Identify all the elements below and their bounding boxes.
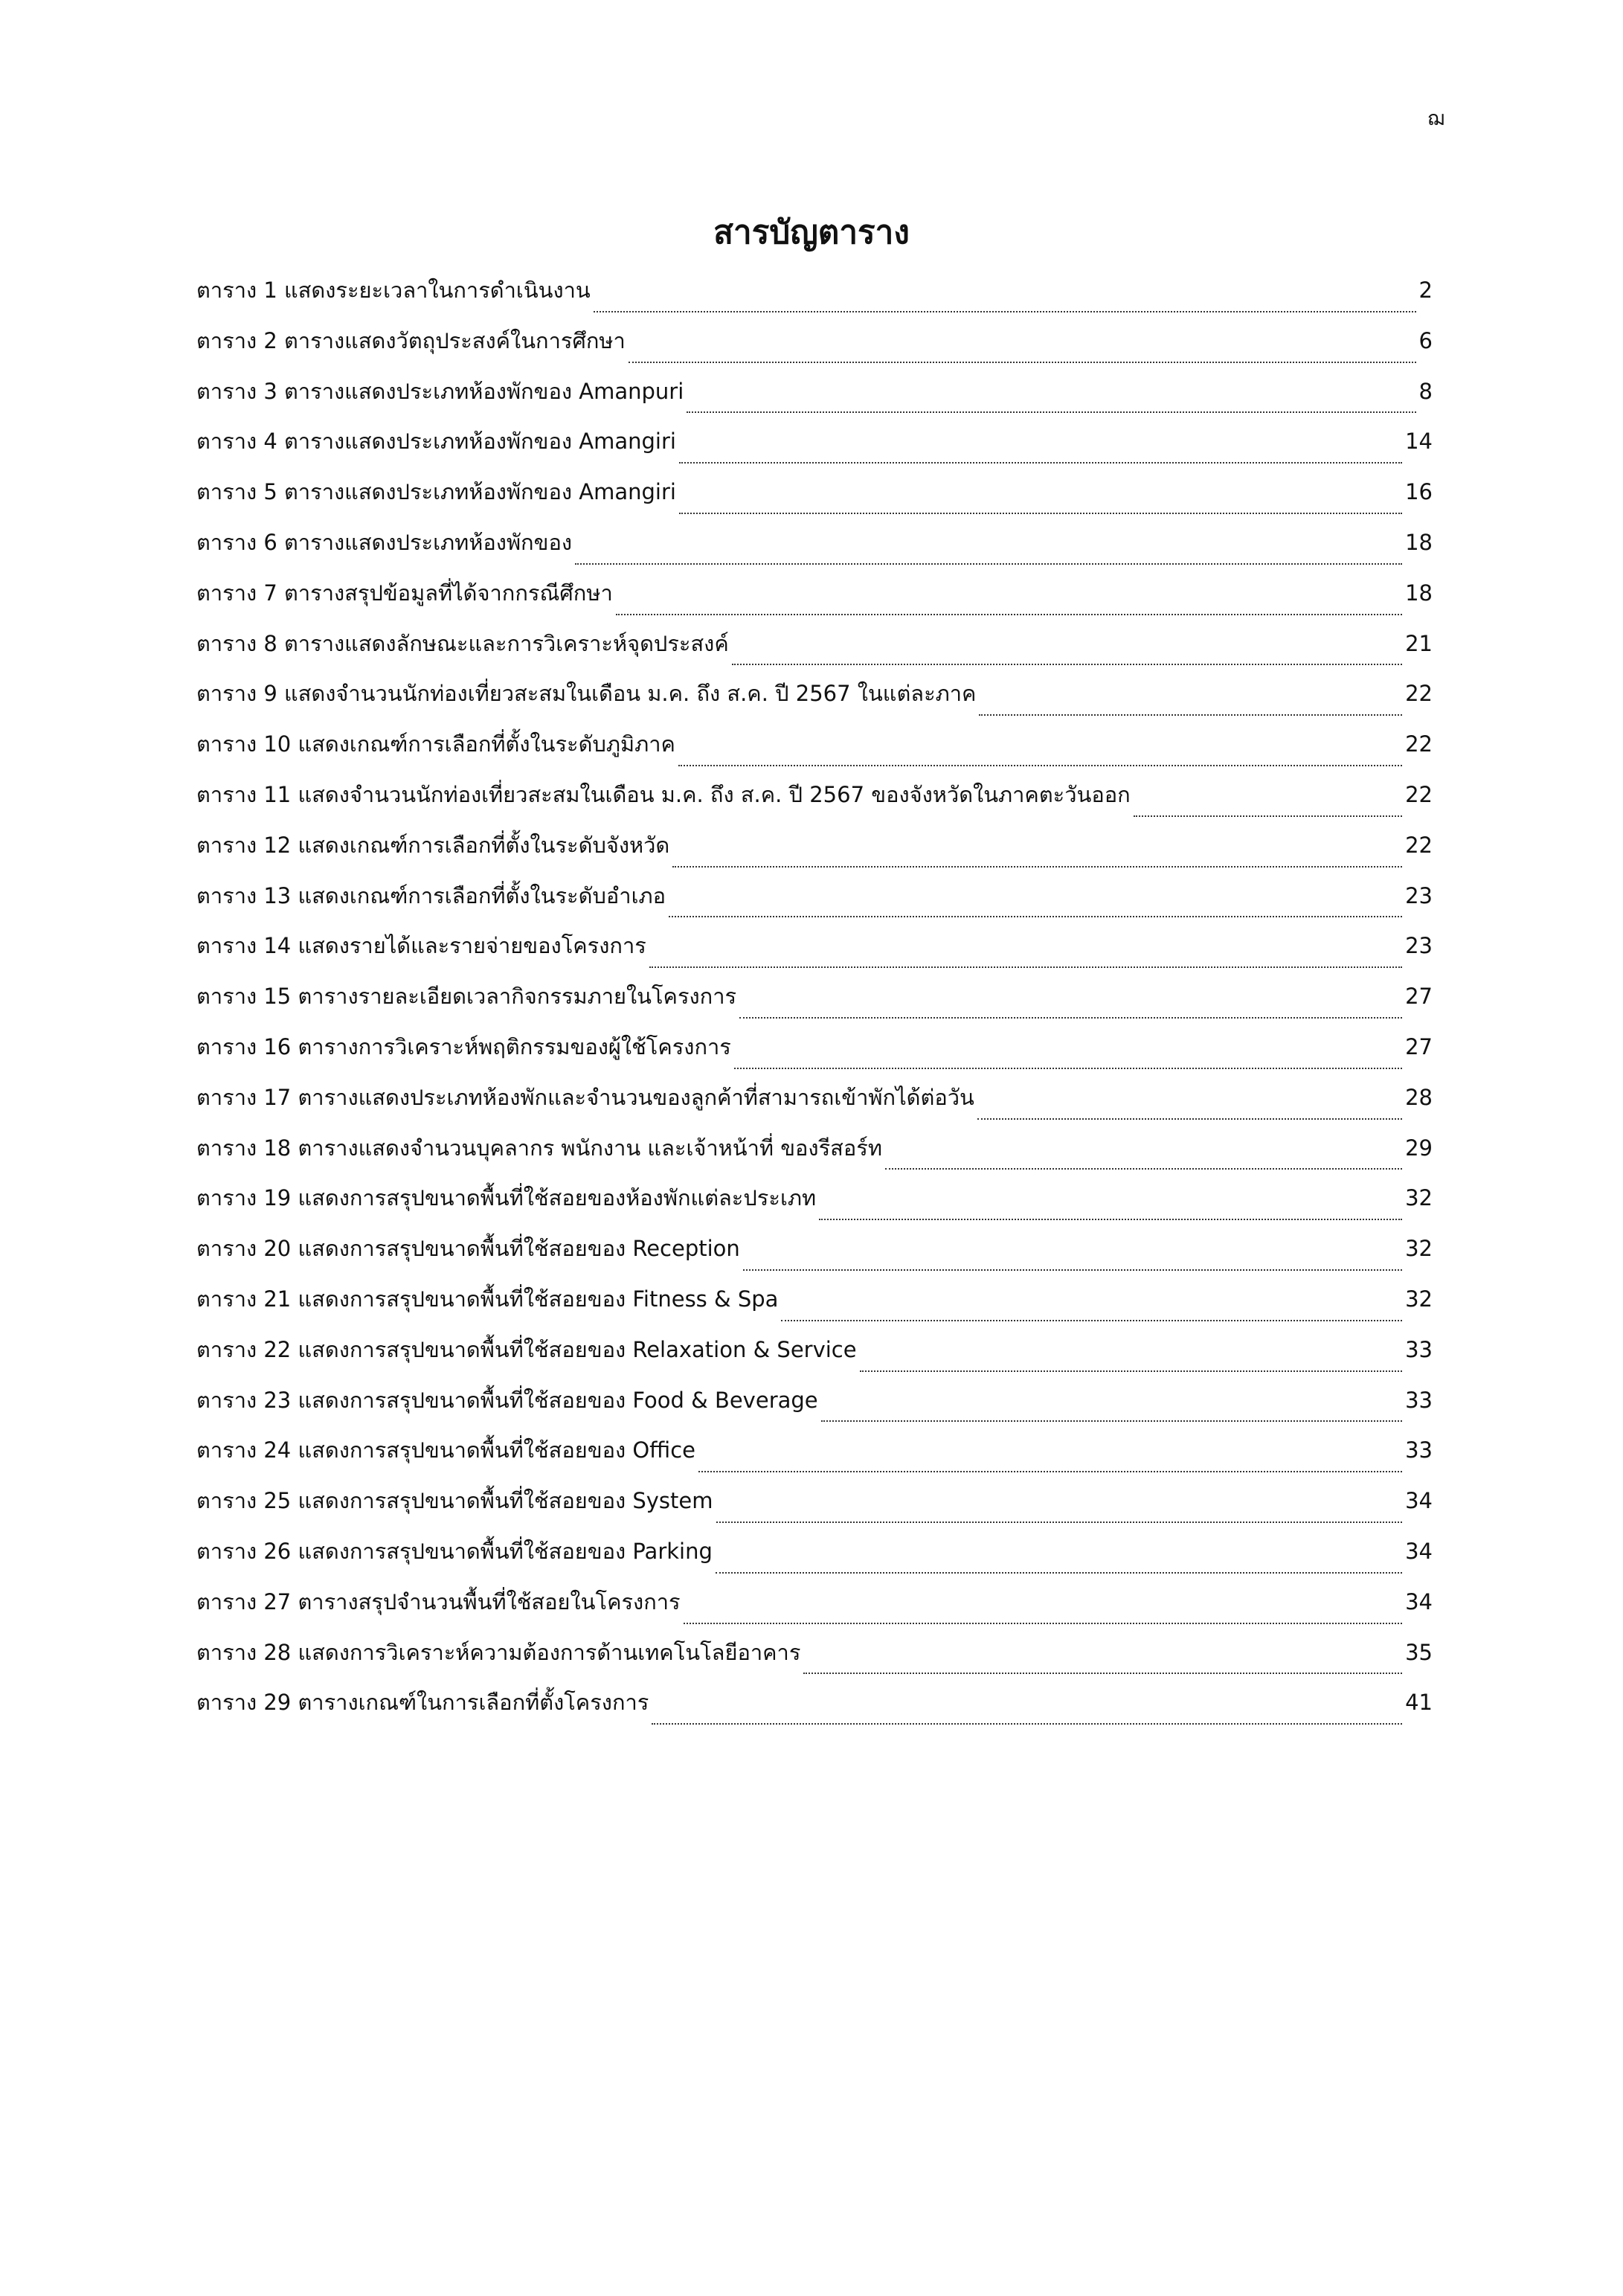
dot-leader: [781, 1320, 1402, 1321]
dot-leader: [687, 411, 1415, 413]
toc-entry[interactable]: [196, 627, 1433, 678]
toc-entry-label: ตาราง 22 แสดงการสรุปขนาดพื้นที่ใช้สอยของ Relaxation & Service: [196, 1336, 857, 1362]
dot-leader: [672, 866, 1402, 868]
toc-entry-page: 22: [1405, 781, 1433, 807]
toc-entry[interactable]: [196, 1434, 1433, 1484]
toc-entry-page: 6: [1418, 327, 1433, 353]
toc-entry-page: 33: [1405, 1437, 1433, 1463]
toc-entry-label: ตาราง 17 ตารางแสดงประเภทห้องพักและจำนวนของลูกค้าที่สามารถเข้าพักได้ต่อวัน: [196, 1084, 974, 1110]
toc-entry[interactable]: [196, 475, 1433, 526]
toc-entry[interactable]: [196, 677, 1433, 728]
dot-leader: [678, 765, 1402, 766]
toc-entry-page: 35: [1405, 1639, 1433, 1665]
toc-entry-label: ตาราง 24 แสดงการสรุปขนาดพื้นที่ใช้สอยของ Office: [196, 1437, 696, 1463]
dot-leader: [821, 1420, 1402, 1422]
toc-entry[interactable]: [196, 829, 1433, 879]
dot-leader: [739, 1017, 1402, 1019]
toc-entry[interactable]: [196, 1585, 1433, 1636]
dot-leader: [679, 513, 1402, 514]
toc-entry[interactable]: [196, 274, 1433, 324]
toc-entry-page: 2: [1418, 278, 1433, 303]
toc-entry-label: ตาราง 9 แสดงจำนวนนักท่องเที่ยวสะสมในเดือน ม.ค. ถึง ส.ค. ปี 2567 ในแต่ละภาค: [196, 681, 977, 707]
dot-leader: [1134, 815, 1402, 817]
toc-entry-label: ตาราง 16 ตารางการวิเคราะห์พฤติกรรมของผู้ใช้โครงการ: [196, 1033, 731, 1059]
toc-entry-page: 29: [1405, 1135, 1433, 1161]
dot-leader: [977, 1118, 1402, 1120]
dot-leader: [649, 966, 1402, 968]
toc-entry-page: 32: [1405, 1286, 1433, 1312]
table-of-tables-list: [196, 274, 1433, 1737]
toc-entry-label: ตาราง 3 ตารางแสดงประเภทห้องพักของ Amanpuri: [196, 378, 684, 404]
toc-entry-label: ตาราง 6 ตารางแสดงประเภทห้องพักของ: [196, 529, 573, 555]
toc-entry[interactable]: [196, 929, 1433, 980]
toc-entry-label: ตาราง 7 ตารางสรุปข้อมูลที่ได้จากกรณีศึกษา: [196, 580, 613, 606]
toc-entry-page: 14: [1405, 429, 1433, 455]
dot-leader: [734, 1068, 1402, 1069]
dot-leader: [979, 714, 1402, 716]
toc-entry[interactable]: [196, 1484, 1433, 1535]
toc-entry-label: ตาราง 1 แสดงระยะเวลาในการดำเนินงาน: [196, 278, 591, 303]
dot-leader: [629, 362, 1416, 363]
toc-entry-page: 33: [1405, 1336, 1433, 1362]
toc-entry-label: ตาราง 21 แสดงการสรุปขนาดพื้นที่ใช้สอยของ Fitness & Spa: [196, 1286, 779, 1312]
toc-entry-label: ตาราง 20 แสดงการสรุปขนาดพื้นที่ใช้สอยของ Reception: [196, 1236, 740, 1262]
dot-leader: [732, 664, 1402, 665]
toc-entry-label: ตาราง 2 ตารางแสดงวัตถุประสงค์ในการศึกษา: [196, 327, 626, 353]
toc-entry[interactable]: [196, 1686, 1433, 1737]
toc-entry-label: ตาราง 13 แสดงเกณฑ์การเลือกที่ตั้งในระดับอำเภอ: [196, 882, 666, 908]
toc-entry[interactable]: [196, 1384, 1433, 1434]
toc-entry-page: 27: [1405, 1033, 1433, 1059]
toc-entry[interactable]: [196, 526, 1433, 577]
toc-entry-label: ตาราง 29 ตารางเกณฑ์ในการเลือกที่ตั้งโครงการ: [196, 1690, 649, 1716]
toc-entry-label: ตาราง 8 ตารางแสดงลักษณะและการวิเคราะห์จุดประสงค์: [196, 630, 729, 656]
toc-entry-label: ตาราง 27 ตารางสรุปจำนวนพื้นที่ใช้สอยในโครงการ: [196, 1588, 681, 1614]
toc-entry[interactable]: [196, 577, 1433, 627]
toc-entry-page: 41: [1405, 1690, 1433, 1716]
dot-leader: [616, 614, 1402, 615]
toc-entry-label: ตาราง 12 แสดงเกณฑ์การเลือกที่ตั้งในระดับจังหวัด: [196, 832, 670, 858]
toc-entry-page: 23: [1405, 882, 1433, 908]
toc-entry-page: 16: [1405, 479, 1433, 505]
toc-entry[interactable]: [196, 1132, 1433, 1182]
toc-entry[interactable]: [196, 1181, 1433, 1232]
dot-leader: [575, 563, 1402, 565]
toc-entry-page: 8: [1418, 378, 1433, 404]
toc-entry[interactable]: [196, 980, 1433, 1030]
toc-entry-page: 21: [1405, 630, 1433, 656]
toc-entry-page: 34: [1405, 1588, 1433, 1614]
toc-entry[interactable]: [196, 1333, 1433, 1384]
dot-leader: [803, 1673, 1402, 1674]
dot-leader: [819, 1219, 1402, 1220]
toc-entry-label: ตาราง 5 ตารางแสดงประเภทห้องพักของ Amangiri: [196, 479, 676, 505]
toc-entry[interactable]: [196, 1030, 1433, 1081]
toc-entry-label: ตาราง 18 ตารางแสดงจำนวนบุคลากร พนักงาน และเจ้าหน้าที่ ของรีสอร์ท: [196, 1135, 882, 1161]
toc-entry-page: 22: [1405, 681, 1433, 707]
toc-entry[interactable]: [196, 879, 1433, 930]
dot-leader: [684, 1623, 1402, 1624]
toc-entry-page: 22: [1405, 832, 1433, 858]
toc-entry-label: ตาราง 14 แสดงรายได้และรายจ่ายของโครงการ: [196, 933, 646, 959]
toc-entry-page: 23: [1405, 933, 1433, 959]
toc-entry-page: 28: [1405, 1084, 1433, 1110]
toc-entry-label: ตาราง 11 แสดงจำนวนนักท่องเที่ยวสะสมในเดือน ม.ค. ถึง ส.ค. ปี 2567 ของจังหวัดในภาคตะวันออก: [196, 781, 1131, 807]
toc-entry-label: ตาราง 19 แสดงการสรุปขนาดพื้นที่ใช้สอยของห้องพักแต่ละประเภท: [196, 1185, 817, 1211]
toc-entry[interactable]: [196, 1081, 1433, 1132]
dot-leader: [860, 1370, 1403, 1372]
toc-entry-page: 34: [1405, 1488, 1433, 1514]
toc-entry[interactable]: [196, 375, 1433, 426]
toc-entry-page: 27: [1405, 984, 1433, 1010]
toc-entry-label: ตาราง 10 แสดงเกณฑ์การเลือกที่ตั้งในระดับภูมิภาค: [196, 731, 675, 757]
toc-entry[interactable]: [196, 778, 1433, 829]
dot-leader: [679, 462, 1402, 464]
toc-entry-label: ตาราง 28 แสดงการวิเคราะห์ความต้องการด้านเทคโนโลยีอาคาร: [196, 1639, 801, 1665]
dot-leader: [652, 1723, 1402, 1725]
toc-entry-label: ตาราง 15 ตารางรายละเอียดเวลากิจกรรมภายในโครงการ: [196, 984, 737, 1010]
dot-leader: [698, 1471, 1402, 1472]
dot-leader: [716, 1521, 1403, 1523]
page-number: ฌ: [1427, 107, 1444, 130]
toc-entry-page: 18: [1405, 580, 1433, 606]
dot-leader: [885, 1168, 1402, 1170]
dot-leader: [594, 311, 1416, 312]
toc-entry-label: ตาราง 23 แสดงการสรุปขนาดพื้นที่ใช้สอยของ Food & Beverage: [196, 1387, 818, 1413]
dot-leader: [743, 1269, 1402, 1271]
toc-entry-label: ตาราง 4 ตารางแสดงประเภทห้องพักของ Amangiri: [196, 429, 676, 455]
dot-leader: [716, 1572, 1402, 1574]
toc-entry-label: ตาราง 25 แสดงการสรุปขนาดพื้นที่ใช้สอยของ System: [196, 1488, 713, 1514]
toc-entry-page: 22: [1405, 731, 1433, 757]
toc-entry-page: 18: [1405, 529, 1433, 555]
page-title: สารบัญตาราง: [713, 214, 910, 251]
toc-entry-page: 33: [1405, 1387, 1433, 1413]
toc-entry[interactable]: [196, 1535, 1433, 1585]
toc-entry[interactable]: [196, 324, 1433, 375]
dot-leader: [669, 916, 1402, 917]
toc-entry[interactable]: [196, 1636, 1433, 1687]
toc-entry-page: 34: [1405, 1538, 1433, 1564]
toc-entry-page: 32: [1405, 1185, 1433, 1211]
toc-entry[interactable]: [196, 1232, 1433, 1283]
toc-entry[interactable]: [196, 728, 1433, 778]
toc-entry-label: ตาราง 26 แสดงการสรุปขนาดพื้นที่ใช้สอยของ Parking: [196, 1538, 713, 1564]
toc-entry-page: 32: [1405, 1236, 1433, 1262]
toc-entry[interactable]: [196, 425, 1433, 475]
toc-entry[interactable]: [196, 1283, 1433, 1333]
